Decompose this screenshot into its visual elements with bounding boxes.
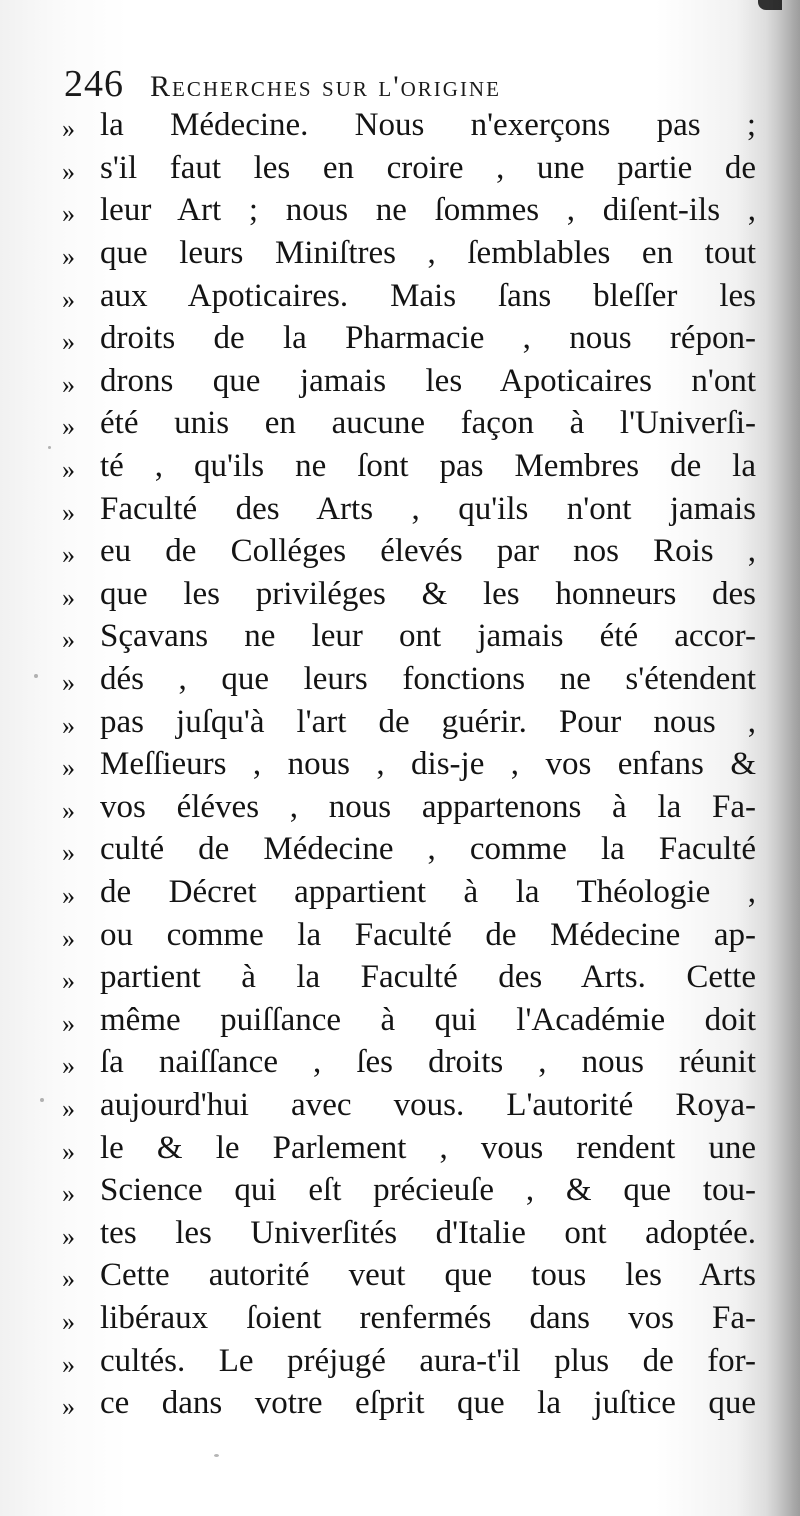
quote-mark: »: [62, 242, 75, 272]
line-text: s'il faut les en croire , une partie de: [100, 149, 756, 186]
page-edge-shadow: [766, 0, 800, 1516]
text-line: [62, 1169, 756, 1212]
quote-mark: »: [62, 1136, 75, 1166]
text-line: [62, 1041, 756, 1084]
text-line: [62, 828, 756, 871]
line-text: cultés. Le préjugé aura-t'il plus de for-: [100, 1342, 756, 1379]
quote-mark: »: [62, 1392, 75, 1422]
quote-mark: »: [62, 412, 75, 442]
quote-mark: »: [62, 795, 75, 825]
page-header: [64, 62, 754, 106]
text-line: [62, 360, 756, 403]
line-text: même puiſſance à qui l'Académie doit: [100, 1001, 756, 1038]
running-title: Recherches sur l'origine: [150, 70, 501, 103]
text-line: [62, 487, 756, 530]
text-line: [62, 956, 756, 999]
text-line: [62, 402, 756, 445]
body-text: [62, 104, 756, 1424]
quote-mark: »: [62, 284, 75, 314]
line-text: ce dans votre eſprit que la juſtice que: [100, 1385, 756, 1422]
text-line: [62, 189, 756, 232]
quote-mark: »: [62, 668, 75, 698]
line-text: partient à la Faculté des Arts. Cette: [100, 959, 756, 996]
quote-mark: »: [62, 625, 75, 655]
text-line: [62, 445, 756, 488]
line-text: ſa naiſſance , ſes droits , nous réunit: [100, 1044, 756, 1081]
line-text: drons que jamais les Apoticaires n'ont: [100, 362, 756, 399]
line-text: droits de la Pharmacie , nous répon-: [100, 320, 756, 357]
quote-mark: »: [62, 497, 75, 527]
quote-mark: »: [62, 966, 75, 996]
text-line: [62, 573, 756, 616]
quote-mark: »: [62, 540, 75, 570]
text-line: [62, 104, 756, 147]
quote-mark: »: [62, 455, 75, 485]
quote-mark: »: [62, 156, 75, 186]
text-line: [62, 1382, 756, 1425]
page-corner-shadow: [758, 0, 782, 10]
quote-mark: »: [62, 1221, 75, 1251]
quote-mark: »: [62, 1349, 75, 1379]
line-text: le & le Parlement , vous rendent une: [100, 1129, 756, 1166]
line-text: té , qu'ils ne ſont pas Membres de la: [100, 448, 756, 485]
text-line: [62, 871, 756, 914]
text-line: [62, 232, 756, 275]
quote-mark: »: [62, 1008, 75, 1038]
line-text: Faculté des Arts , qu'ils n'ont jamais: [100, 490, 756, 527]
line-text: libéraux ſoient renfermés dans vos Fa-: [100, 1299, 756, 1336]
text-line: [62, 147, 756, 190]
text-line: [62, 274, 756, 317]
quote-mark: »: [62, 880, 75, 910]
quote-mark: »: [62, 369, 75, 399]
line-text: dés , que leurs fonctions ne s'étendent: [100, 661, 756, 698]
quote-mark: »: [62, 1093, 75, 1123]
line-text: Science qui eſt précieuſe , & que tou-: [100, 1172, 756, 1209]
text-line: [62, 1254, 756, 1297]
text-line: [62, 1339, 756, 1382]
text-line: [62, 1126, 756, 1169]
page-number: 246: [64, 63, 124, 105]
line-text: été unis en aucune façon à l'Univerſi-: [100, 405, 756, 442]
quote-mark: »: [62, 838, 75, 868]
line-text: Sçavans ne leur ont jamais été accor-: [100, 618, 756, 655]
paper-speck: [34, 674, 38, 678]
text-line: [62, 317, 756, 360]
line-text: aujourd'hui avec vous. L'autorité Roya-: [100, 1086, 756, 1123]
line-text: culté de Médecine , comme la Faculté: [100, 831, 756, 868]
line-text: Cette autorité veut que tous les Arts: [100, 1257, 756, 1294]
paper-speck: [48, 446, 51, 449]
text-line: [62, 658, 756, 701]
text-line: [62, 700, 756, 743]
text-line: [62, 1297, 756, 1340]
line-text: tes les Univerſités d'Italie ont adoptée.: [100, 1214, 756, 1251]
paper-speck: [40, 1098, 44, 1102]
text-line: [62, 743, 756, 786]
quote-mark: »: [62, 1306, 75, 1336]
quote-mark: »: [62, 327, 75, 357]
line-text: la Médecine. Nous n'exerçons pas ;: [100, 107, 756, 144]
paper-speck: [214, 1454, 219, 1457]
line-text: pas juſqu'à l'art de guérir. Pour nous ,: [100, 703, 756, 740]
quote-mark: »: [62, 114, 75, 144]
text-line: [62, 913, 756, 956]
quote-mark: »: [62, 1051, 75, 1081]
quote-mark: »: [62, 582, 75, 612]
quote-mark: »: [62, 199, 75, 229]
text-line: [62, 615, 756, 658]
quote-mark: »: [62, 923, 75, 953]
quote-mark: »: [62, 1264, 75, 1294]
line-text: de Décret appartient à la Théologie ,: [100, 873, 756, 910]
line-text: vos éléves , nous appartenons à la Fa-: [100, 788, 756, 825]
line-text: Meſſieurs , nous , dis-je , vos enfans &: [100, 746, 756, 783]
text-line: [62, 1211, 756, 1254]
line-text: ou comme la Faculté de Médecine ap-: [100, 916, 756, 953]
quote-mark: »: [62, 753, 75, 783]
line-text: aux Apoticaires. Mais ſans bleſſer les: [100, 277, 756, 314]
text-line: [62, 786, 756, 829]
quote-mark: »: [62, 710, 75, 740]
text-line: [62, 530, 756, 573]
line-text: que les priviléges & les honneurs des: [100, 575, 756, 612]
line-text: eu de Colléges élevés par nos Rois ,: [100, 533, 756, 570]
quote-mark: »: [62, 1179, 75, 1209]
line-text: leur Art ; nous ne ſommes , diſent-ils ,: [100, 192, 756, 229]
text-line: [62, 998, 756, 1041]
line-text: que leurs Miniſtres , ſemblables en tout: [100, 235, 756, 272]
text-line: [62, 1084, 756, 1127]
